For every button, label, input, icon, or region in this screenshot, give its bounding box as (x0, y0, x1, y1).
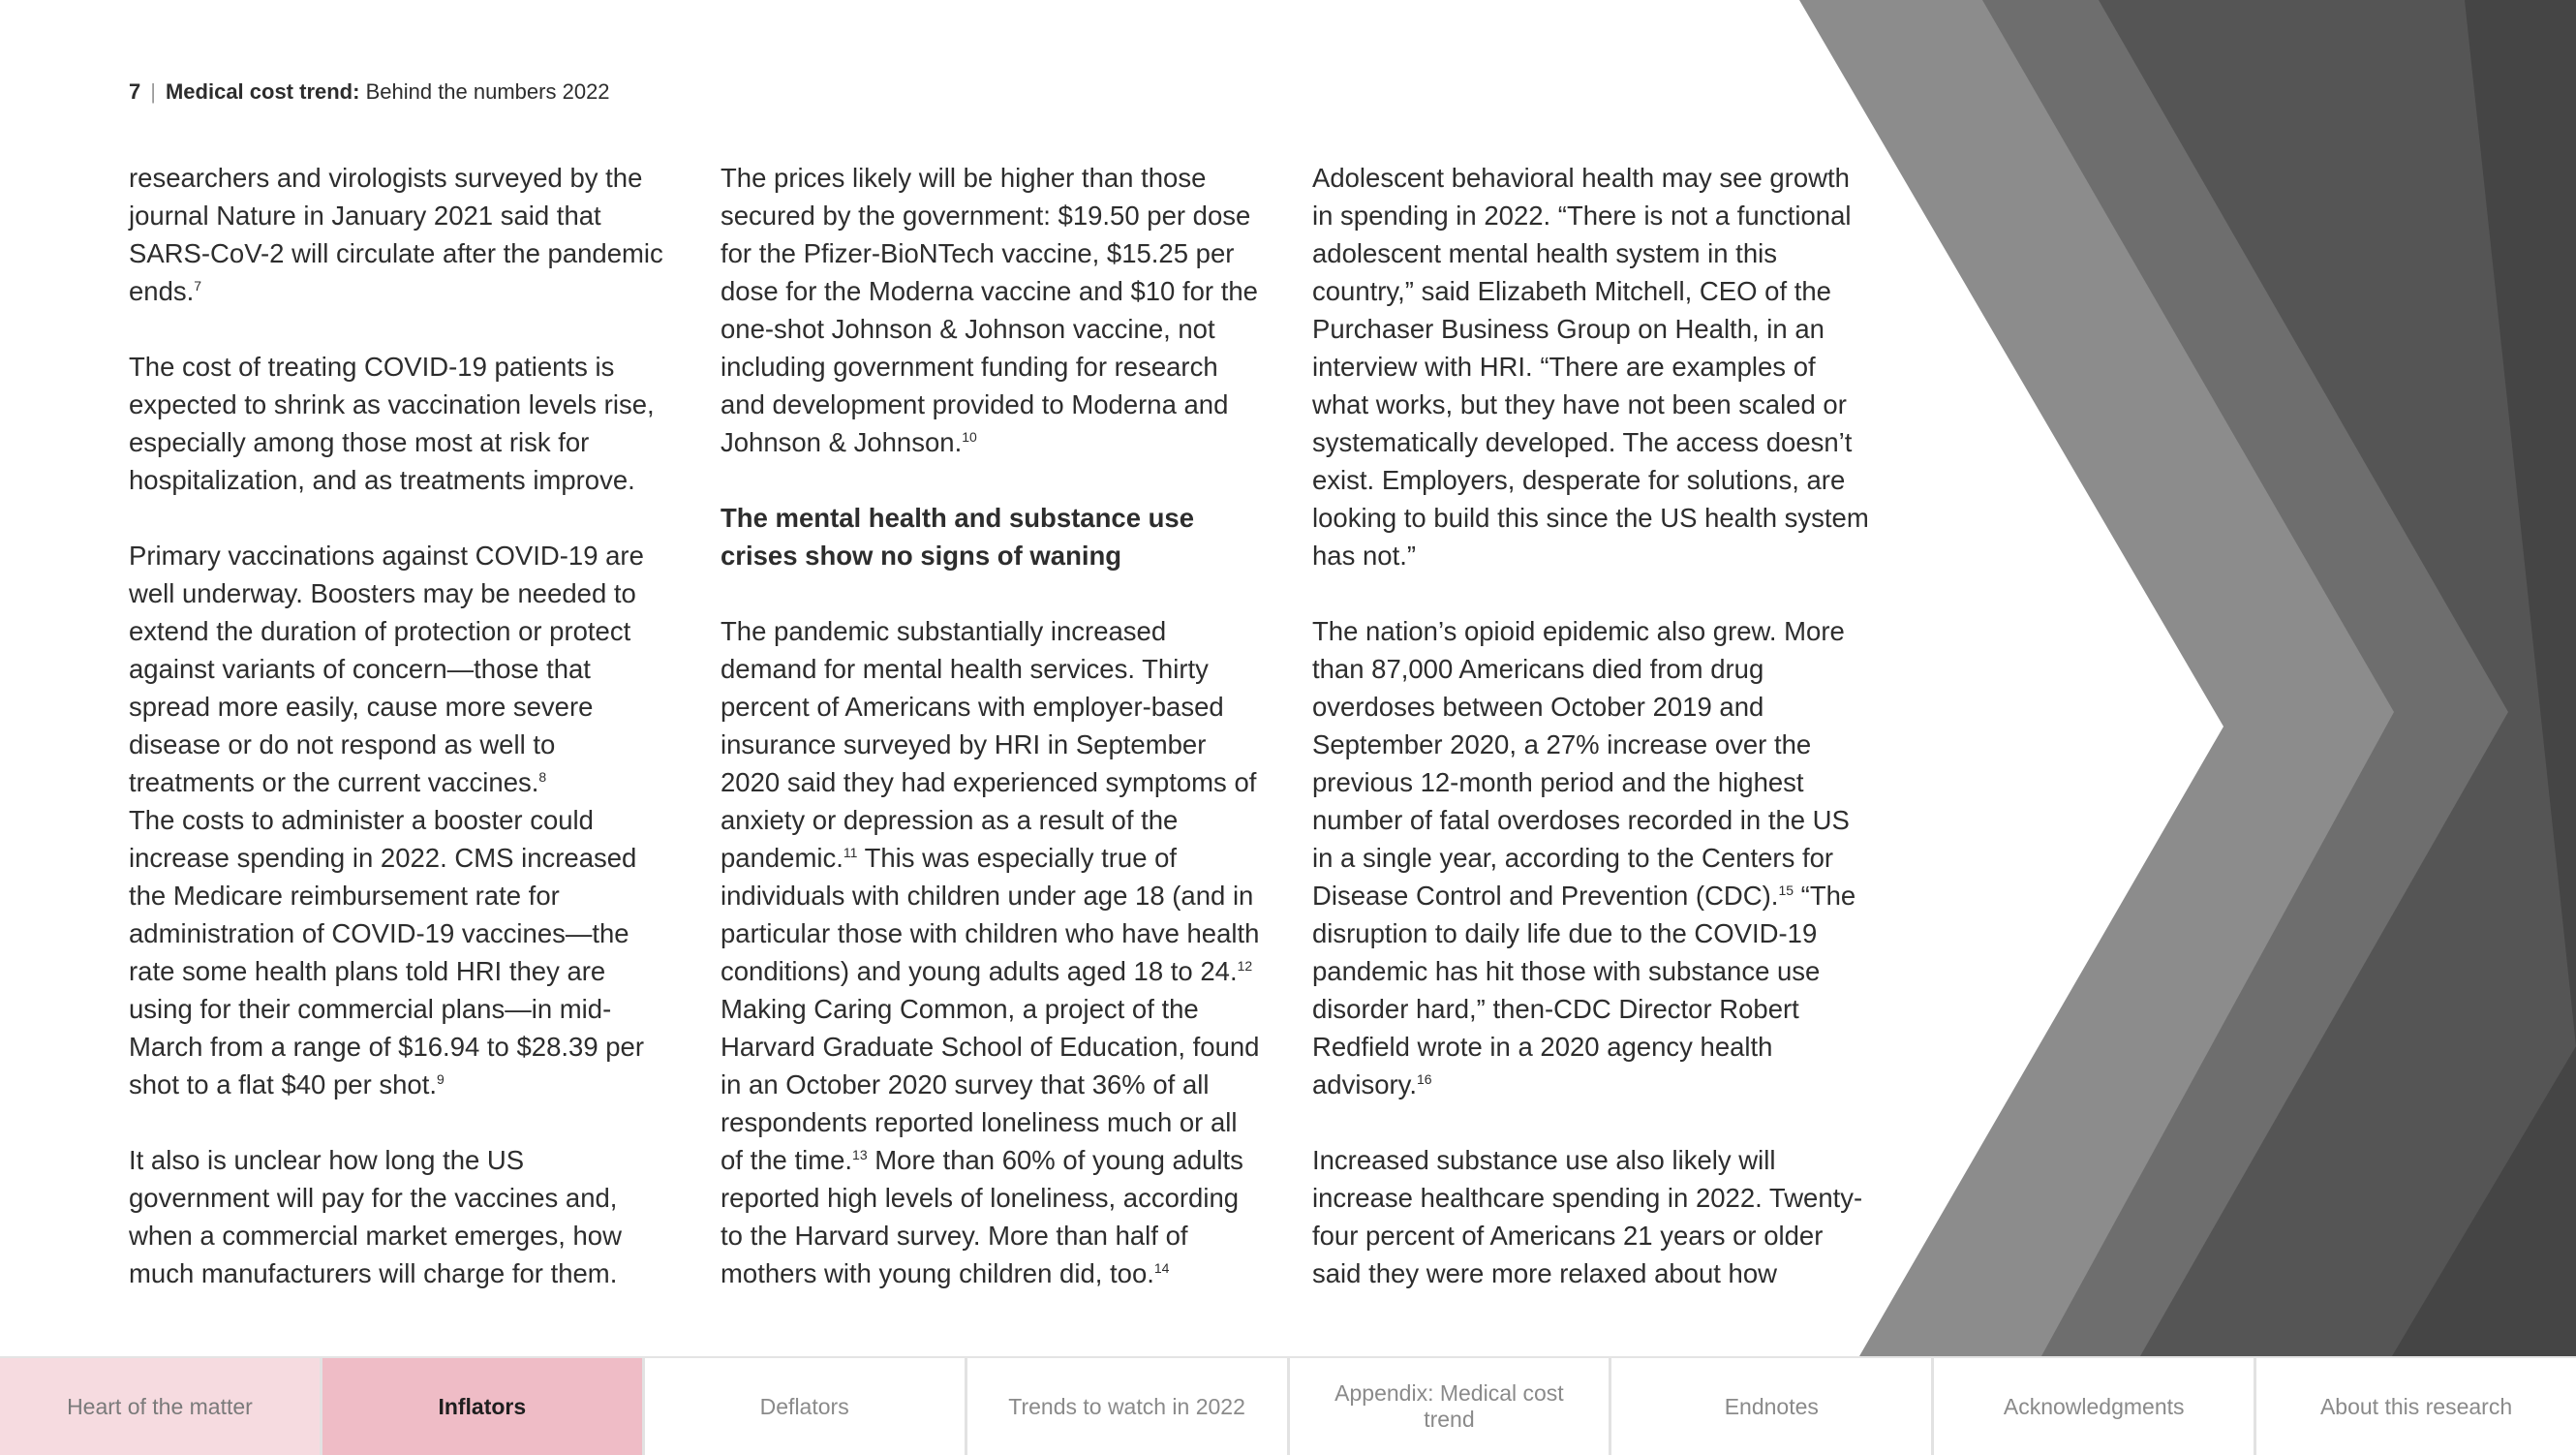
paragraph (1312, 159, 1869, 574)
text-column-2 (721, 159, 1263, 1330)
nav-tab-deflators[interactable]: Deflators (645, 1358, 967, 1455)
paragraph-text: researchers and virologists surveyed by the journal Nature in January 2021 said that SARS-CoV-2 will circulate after the pandemic ends. (129, 163, 663, 306)
paragraph-text: The costs to administer a booster could increase spending in 2022. CMS increased the Medicare reimbursement rate for administration of COVID-19 vaccines—the rate some health plans told HRI they are using for their commercial plans—in mid-March from a range of $16.94 to $28.39 per shot to a flat $40 per shot. (129, 805, 644, 1099)
paragraph-text: Increased substance use also likely will increase healthcare spending in 2022. Twenty-four percent of Americans 21 years or older said they were more relaxed about how (1312, 1145, 1863, 1288)
paragraph-text: The pandemic substantially increased demand for mental health services. Thirty percent of Americans with employer-based insurance surveyed by HRI in September 2020 said they had experienced symptoms of anxiety or depression as a result of the pandemic. (721, 616, 1257, 873)
paragraph (129, 801, 671, 1103)
header-title-bold: Medical cost trend: (165, 79, 360, 104)
paragraph-text: The prices likely will be higher than those secured by the government: $19.50 per dose for the Pfizer-BioNTech vaccine, $15.25 per dose for the Moderna vaccine and $10 for the one-shot Johnson & Johnson vaccine, not including government funding for research and development provided to Moderna and Johnson & Johnson. (721, 163, 1258, 457)
nav-tab-appendix[interactable]: Appendix: Medical cost trend (1290, 1358, 1612, 1455)
paragraph (129, 1141, 671, 1292)
paragraph (129, 348, 671, 499)
nav-tab-about-this-research[interactable]: About this research (2319, 1393, 2513, 1419)
paragraph-text: This was especially true of individuals with children under age 18 (and in particular those with children who have health conditions) and young adults aged 18 to 24. (721, 843, 1260, 986)
section-heading: The mental health and substance use crises show no signs of waning (721, 503, 1195, 571)
header-title: Behind the numbers 2022 (365, 79, 610, 104)
paragraph (129, 159, 671, 310)
page-header (129, 79, 610, 105)
paragraph-text: Adolescent behavioral health may see growth in spending in 2022. “There is not a functional adolescent mental health system in this country,” said Elizabeth Mitchell, CEO of the Purchaser Business Group on Health, in an interview with HRI. “There are examples of what works, but they have not been scaled or systematically developed. The access doesn’t exist. Employers, desperate for solutions, are looking to build this since the US health system has not.” (1312, 163, 1869, 571)
nav-tab-endnotes[interactable]: Endnotes (1611, 1358, 1934, 1455)
paragraph (721, 159, 1263, 461)
footnote-ref[interactable]: 14 (1153, 1259, 1170, 1276)
nav-tab-heart-of-the-matter[interactable]: Heart of the matter (0, 1358, 322, 1455)
paragraph-text: “The disruption to daily life due to the COVID-19 pandemic has hit those with substance use disorder hard,” then-CDC Director Robert Redfield wrote in a 2020 agency health advisory. (1312, 881, 1856, 1099)
paragraph (1312, 1141, 1869, 1292)
footnote-ref[interactable]: 13 (852, 1146, 868, 1162)
text-column-1 (129, 159, 671, 1330)
footnote-ref[interactable]: 12 (1237, 957, 1253, 974)
nav-tab-acknowledgments[interactable]: Acknowledgments (1934, 1358, 2256, 1455)
footnote-ref[interactable]: 8 (538, 768, 547, 785)
bottom-navigation (0, 1356, 2576, 1455)
nav-tab-trends-to-watch[interactable]: Trends to watch in 2022 (967, 1358, 1290, 1455)
nav-tab-inflators[interactable]: Inflators (322, 1358, 645, 1455)
footnote-ref[interactable]: 10 (962, 428, 977, 445)
paragraph-text: Making Caring Common, a project of the Harvard Graduate School of Education, found in an October 2020 survey that 36% of all respondents reported loneliness much or all of the time. (721, 994, 1260, 1175)
header-separator: | (150, 79, 156, 104)
paragraph (129, 537, 671, 801)
page-number: 7 (129, 79, 141, 104)
footnote-ref[interactable]: 9 (436, 1070, 445, 1087)
paragraph (721, 612, 1263, 1292)
paragraph (1312, 612, 1869, 1103)
paragraph-text: It also is unclear how long the US government will pay for the vaccines and, when a commercial market emerges, how much manufacturers will charge for them. (129, 1145, 622, 1288)
paragraph-text: More than 60% of young adults reported high levels of loneliness, according to the Harvard survey. More than half of mothers with young children did, too. (721, 1145, 1243, 1288)
footnote-ref[interactable]: 11 (843, 844, 858, 860)
footnote-ref[interactable]: 15 (1778, 882, 1794, 898)
paragraph-text: The nation’s opioid epidemic also grew. More than 87,000 Americans died from drug overdoses between October 2019 and September 2020, a 27% increase over the previous 12-month period and the highest number of fatal overdoses recorded in the US in a single year, according to the Centers for Disease Control and Prevention (CDC). (1312, 616, 1850, 911)
footnote-ref[interactable]: 7 (194, 277, 202, 294)
footnote-ref[interactable]: 16 (1417, 1070, 1432, 1087)
paragraph-text: Primary vaccinations against COVID-19 are well underway. Boosters may be needed to extend the duration of protection or protect against variants of concern—those that spread more easily, cause more severe disease or do not respond as well to treatments or the current vaccines. (129, 541, 644, 797)
paragraph-text: The cost of treating COVID-19 patients is expected to shrink as vaccination levels rise, especially among those most at risk for hospitalization, and as treatments improve. (129, 352, 655, 495)
text-column-3 (1312, 159, 1869, 1330)
